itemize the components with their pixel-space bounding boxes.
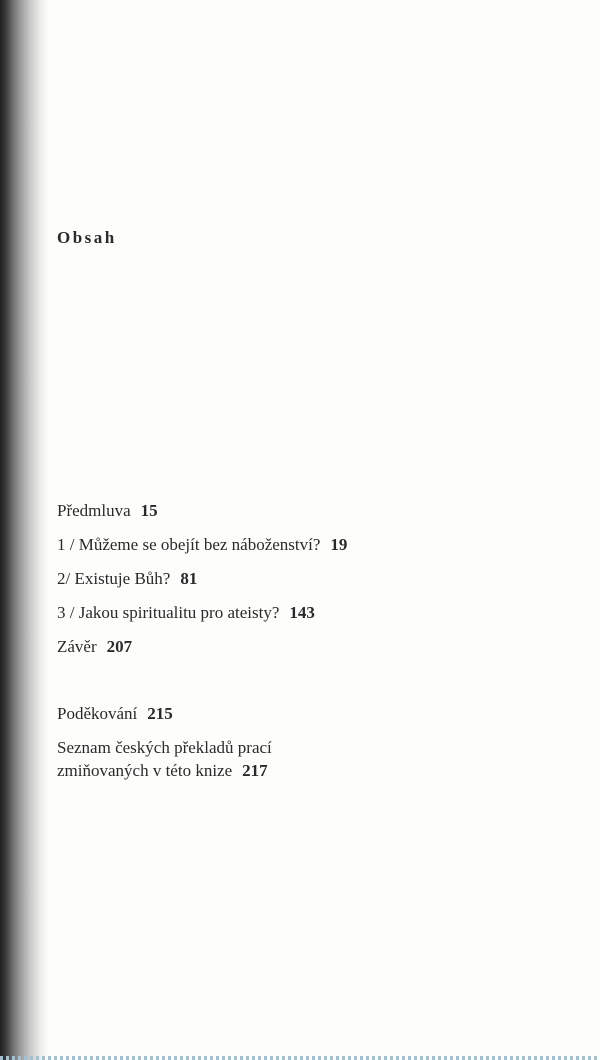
toc-entry-title: Závěr [57, 637, 97, 656]
toc-entry-page: 143 [289, 603, 315, 622]
toc-entry-title: 2/ Existuje Bůh? [57, 569, 171, 588]
toc-entry-title: Poděkování [57, 704, 138, 723]
toc-entry-title-line-2: zmiňovaných v této knize [57, 761, 233, 780]
toc-entry-page: 19 [330, 535, 348, 554]
toc-entry-acknowledgements [57, 702, 577, 725]
toc-entry-chapter-2 [57, 567, 577, 590]
toc-entry-translations-list [57, 736, 577, 782]
toc-entry-page: 217 [242, 761, 268, 780]
toc-entry-page: 207 [106, 637, 133, 656]
toc-entry-foreword [57, 499, 577, 522]
contents-heading: Obsah [57, 228, 117, 247]
toc-entry-page: 15 [140, 501, 158, 520]
toc-entry-page: 215 [147, 704, 173, 723]
toc-entry-title: Předmluva [57, 501, 131, 520]
toc-entry-chapter-1 [57, 533, 577, 556]
toc-entry-chapter-3 [57, 601, 577, 624]
toc-entry-conclusion [57, 635, 577, 658]
binding-shadow [0, 0, 48, 1060]
page-bottom-edge [0, 1056, 600, 1060]
toc-entry-title: 1 / Můžeme se obejít bez náboženství? [57, 535, 321, 554]
toc-entry-title-line-1: Seznam českých překladů prací [57, 738, 272, 757]
table-of-contents [57, 499, 577, 793]
toc-entry-page: 81 [180, 569, 198, 588]
toc-entry-title: 3 / Jakou spiritualitu pro ateisty? [57, 603, 280, 622]
section-spacer [57, 669, 577, 702]
